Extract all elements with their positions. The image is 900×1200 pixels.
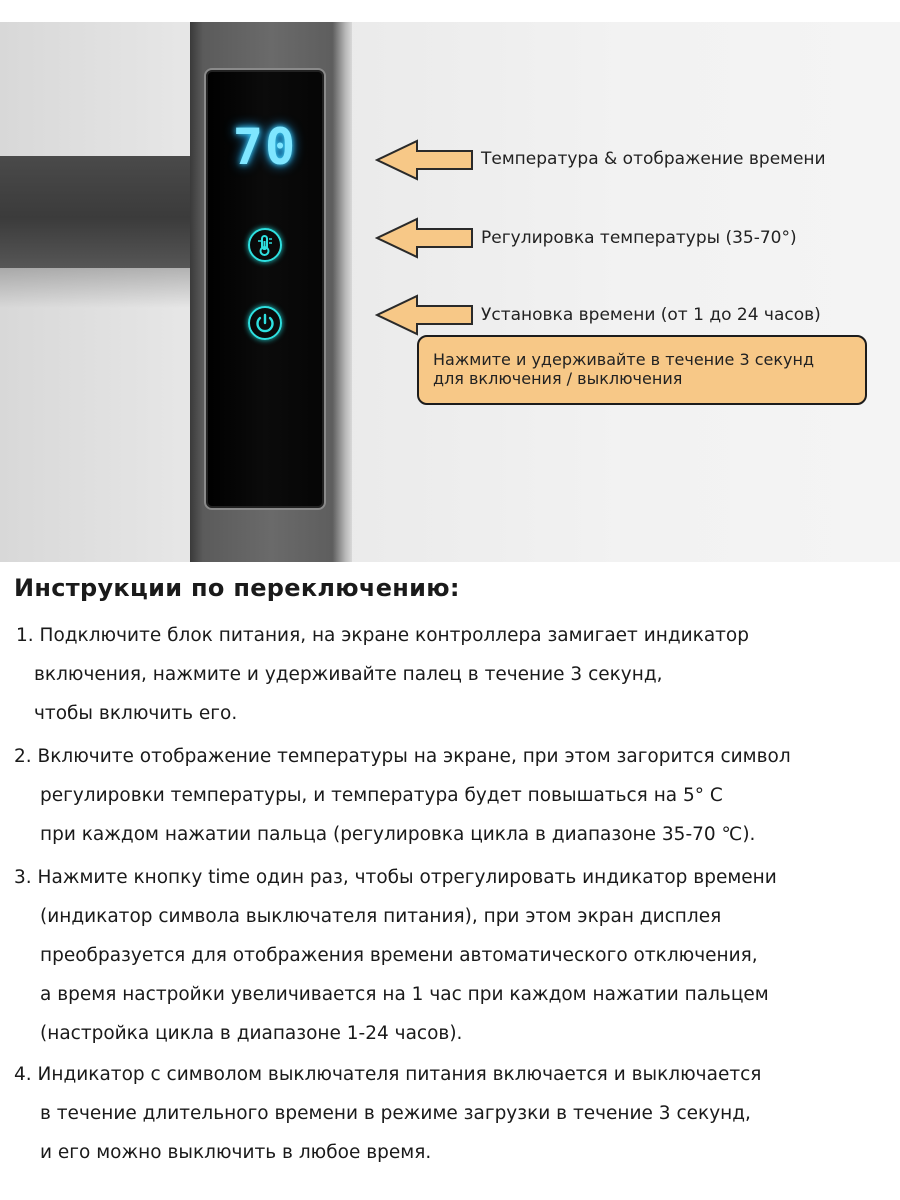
instruction-line: 4. Индикатор с символом выключателя питания включается и выключается	[14, 1064, 762, 1085]
towel-rail-bar	[0, 156, 195, 268]
callout-label-time: Установка времени (от 1 до 24 часов)	[481, 305, 821, 325]
product-photo	[0, 22, 900, 562]
time-power-button[interactable]	[248, 306, 282, 340]
instruction-line: регулировки температуры, и температура будет повышаться на 5° С	[40, 785, 723, 806]
instruction-item-2	[14, 737, 890, 854]
callout-label-display: Температура & отображение времени	[481, 149, 826, 169]
control-panel	[204, 68, 326, 510]
left-arrow-icon	[375, 294, 475, 336]
instructions-section	[14, 574, 890, 1163]
note-line: для включения / выключения	[433, 369, 683, 388]
instructions-title: Инструкции по переключению:	[14, 574, 460, 602]
instruction-line: при каждом нажатии пальца (регулировка цикла в диапазоне 35-70 ℃).	[40, 824, 756, 845]
power-icon	[250, 308, 280, 338]
instruction-line: (индикатор символа выключателя питания), при этом экран дисплея	[40, 906, 722, 927]
instruction-item-1	[14, 616, 890, 733]
instruction-line: включения, нажмите и удерживайте палец в течение 3 секунд,	[34, 664, 663, 685]
instruction-line: преобразуется для отображения времени автоматического отключения,	[40, 945, 758, 966]
instruction-line: 2. Включите отображение температуры на экране, при этом загорится символ	[14, 746, 791, 767]
instruction-line: и его можно выключить в любое время.	[40, 1142, 432, 1163]
note-line: Нажмите и удерживайте в течение 3 секунд	[433, 350, 815, 369]
left-arrow-icon	[375, 217, 475, 259]
temperature-button[interactable]	[248, 228, 282, 262]
instruction-line: 3. Нажмите кнопку time один раз, чтобы отрегулировать индикатор времени	[14, 867, 777, 888]
instruction-line: 1. Подключите блок питания, на экране контроллера замигает индикатор	[16, 625, 749, 646]
instruction-item-4	[14, 1055, 890, 1172]
instruction-line: в течение длительного времени в режиме загрузки в течение 3 секунд,	[40, 1103, 751, 1124]
instruction-line: а время настройки увеличивается на 1 час при каждом нажатии пальцем	[40, 984, 769, 1005]
bar-shadow	[0, 268, 195, 308]
instruction-line: чтобы включить его.	[34, 703, 238, 724]
hold-note-box	[417, 335, 867, 405]
left-arrow-icon	[375, 139, 475, 181]
instruction-item-3	[14, 858, 890, 1053]
callout-label-temperature: Регулировка температуры (35-70°)	[481, 228, 797, 248]
temperature-display: 70	[232, 118, 298, 176]
instruction-line: (настройка цикла в диапазоне 1-24 часов).	[40, 1023, 463, 1044]
thermometer-icon	[250, 230, 280, 260]
